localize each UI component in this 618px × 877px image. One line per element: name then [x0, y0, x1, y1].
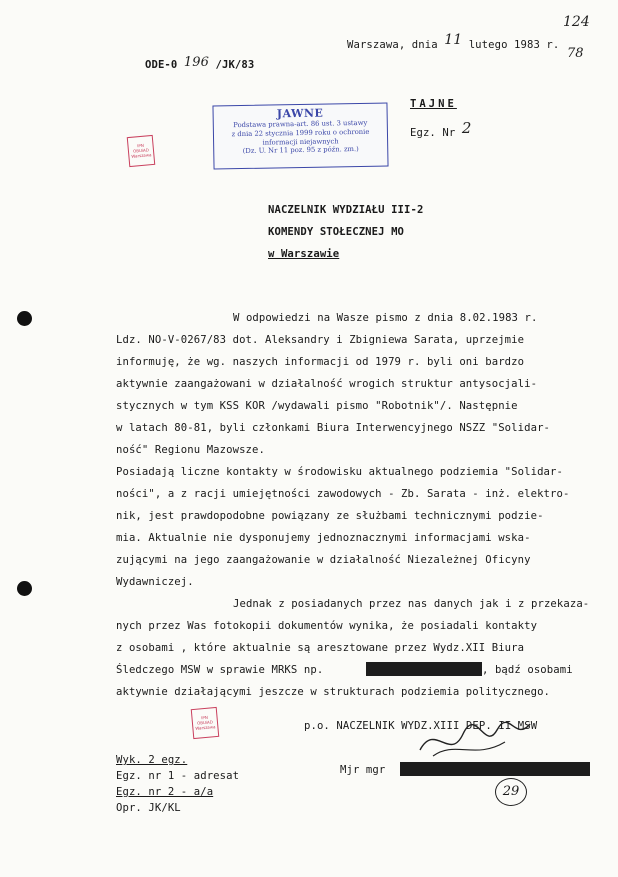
- punch-hole-top: [17, 311, 32, 326]
- place-date-suffix: lutego 1983 r.: [468, 39, 560, 51]
- body-line: zującymi na jego zaangażowanie w działalność Niezależnej Oficyny: [116, 554, 531, 566]
- archive-stamp-line: Warszawa: [195, 724, 216, 731]
- copy-number-handwritten: 2: [461, 119, 472, 137]
- body-line: aktywnie działającymi jeszcze w strukturach podziemia politycznego.: [116, 686, 551, 698]
- body-line-continuation: , bądź osobami: [482, 664, 573, 676]
- place-date: [347, 32, 560, 52]
- reference-number: [145, 57, 254, 72]
- body-line: aktywnie zaangażowani w działalność wrogich struktur antysocjali-: [116, 378, 538, 390]
- body-line: Ldz. NO-V-0267/83 dot. Aleksandry i Zbigniewa Sarata, uprzejmie: [116, 334, 525, 346]
- body-line: W odpowiedzi na Wasze pismo z dnia 8.02.1983 r.: [233, 312, 538, 324]
- signature-title: p.o. NACZELNIK WYDZ.XIII DEP. II MSW: [304, 720, 538, 732]
- body-line: nik, jest prawdopodobne powiązany ze służbami technicznymi podzie-: [116, 510, 544, 522]
- ref-suffix: /JK/83: [215, 59, 255, 71]
- body-line: Jednak z posiadanych przez nas danych jak i z przekaza-: [233, 598, 590, 610]
- ref-number-handwritten: 196: [183, 55, 209, 70]
- distribution-line: Egz. nr 1 - adresat: [116, 770, 240, 782]
- body-line: stycznych w tym KSS KOR /wydawali pismo "Robotnik"/. Następnie: [116, 400, 518, 412]
- archive-stamp-bottom: [191, 707, 220, 739]
- body-line: ności", a z racji umiejętności zawodowych - Zb. Sarata - inż. elektro-: [116, 488, 570, 500]
- stamp-line: z dnia 22 stycznia 1999 roku o ochronie: [231, 127, 370, 138]
- signature-name-prefix: Mjr mgr: [340, 764, 386, 776]
- addressee-line-2: KOMENDY STOŁECZNEJ MO: [268, 226, 405, 238]
- body-line: informuję, że wg. naszych informacji od 1979 r. byli oni bardzo: [116, 356, 525, 368]
- distribution-line: Wyk. 2 egz.: [116, 754, 188, 766]
- archive-stamp-line: Warszawa: [131, 152, 152, 159]
- place-date-prefix: Warszawa, dnia: [347, 39, 438, 51]
- stamp-line: informacji niejawnych: [262, 136, 339, 147]
- archive-stamp-line: OBUiAD: [196, 719, 214, 726]
- addressee-line-3: w Warszawie: [268, 248, 340, 260]
- archive-stamp-line: IPN: [201, 714, 209, 721]
- margin-note-top: 124: [563, 14, 590, 30]
- declassification-stamp: [212, 102, 388, 169]
- margin-note-second: 78: [567, 46, 584, 61]
- archive-stamp-line: OBUiAD: [132, 147, 150, 154]
- archive-stamp-line: IPN: [137, 142, 145, 149]
- copy-number: [410, 119, 472, 140]
- redaction-block: [366, 662, 482, 676]
- distribution-line: Egz. nr 2 - a/a: [116, 786, 214, 798]
- body-line: ność" Regionu Mazowsze.: [116, 444, 265, 456]
- body-line: mia. Aktualnie nie dysponujemy jednoznacznymi informacjami wska-: [116, 532, 531, 544]
- addressee-line-1: NACZELNIK WYDZIAŁU III-2: [268, 204, 424, 216]
- body-line: w latach 80-81, byli członkami Biura Interwencyjnego NSZZ "Solidar-: [116, 422, 551, 434]
- body-line: Posiadają liczne kontakty w środowisku aktualnego podziemia "Solidar-: [116, 466, 563, 478]
- archive-stamp-top: [127, 135, 156, 167]
- signature-name-redaction: [400, 762, 590, 776]
- page-number-circled: 29: [495, 778, 527, 806]
- punch-hole-bottom: [17, 581, 32, 596]
- body-line: z osobami , które aktualnie są aresztowane przez Wydz.XII Biura: [116, 642, 525, 654]
- stamp-title: JAWNE: [276, 106, 324, 121]
- stamp-line: (Dz. U. Nr 11 poz. 95 z późn. zm.): [242, 145, 359, 156]
- stamp-line: Podstawa prawna-art. 86 ust. 3 ustawy: [233, 118, 368, 130]
- date-day-handwritten: 11: [444, 32, 463, 48]
- body-line: nych przez Was fotokopii dokumentów wynika, że posiadali kontakty: [116, 620, 538, 632]
- body-line: Śledczego MSW w sprawie MRKS np.: [116, 664, 324, 676]
- body-line: Wydawniczej.: [116, 576, 194, 588]
- classification-label: TAJNE: [410, 98, 457, 110]
- copy-prefix: Egz. Nr: [410, 127, 456, 139]
- ref-prefix: ODE-0: [145, 59, 178, 71]
- distribution-line: Opr. JK/KL: [116, 802, 181, 814]
